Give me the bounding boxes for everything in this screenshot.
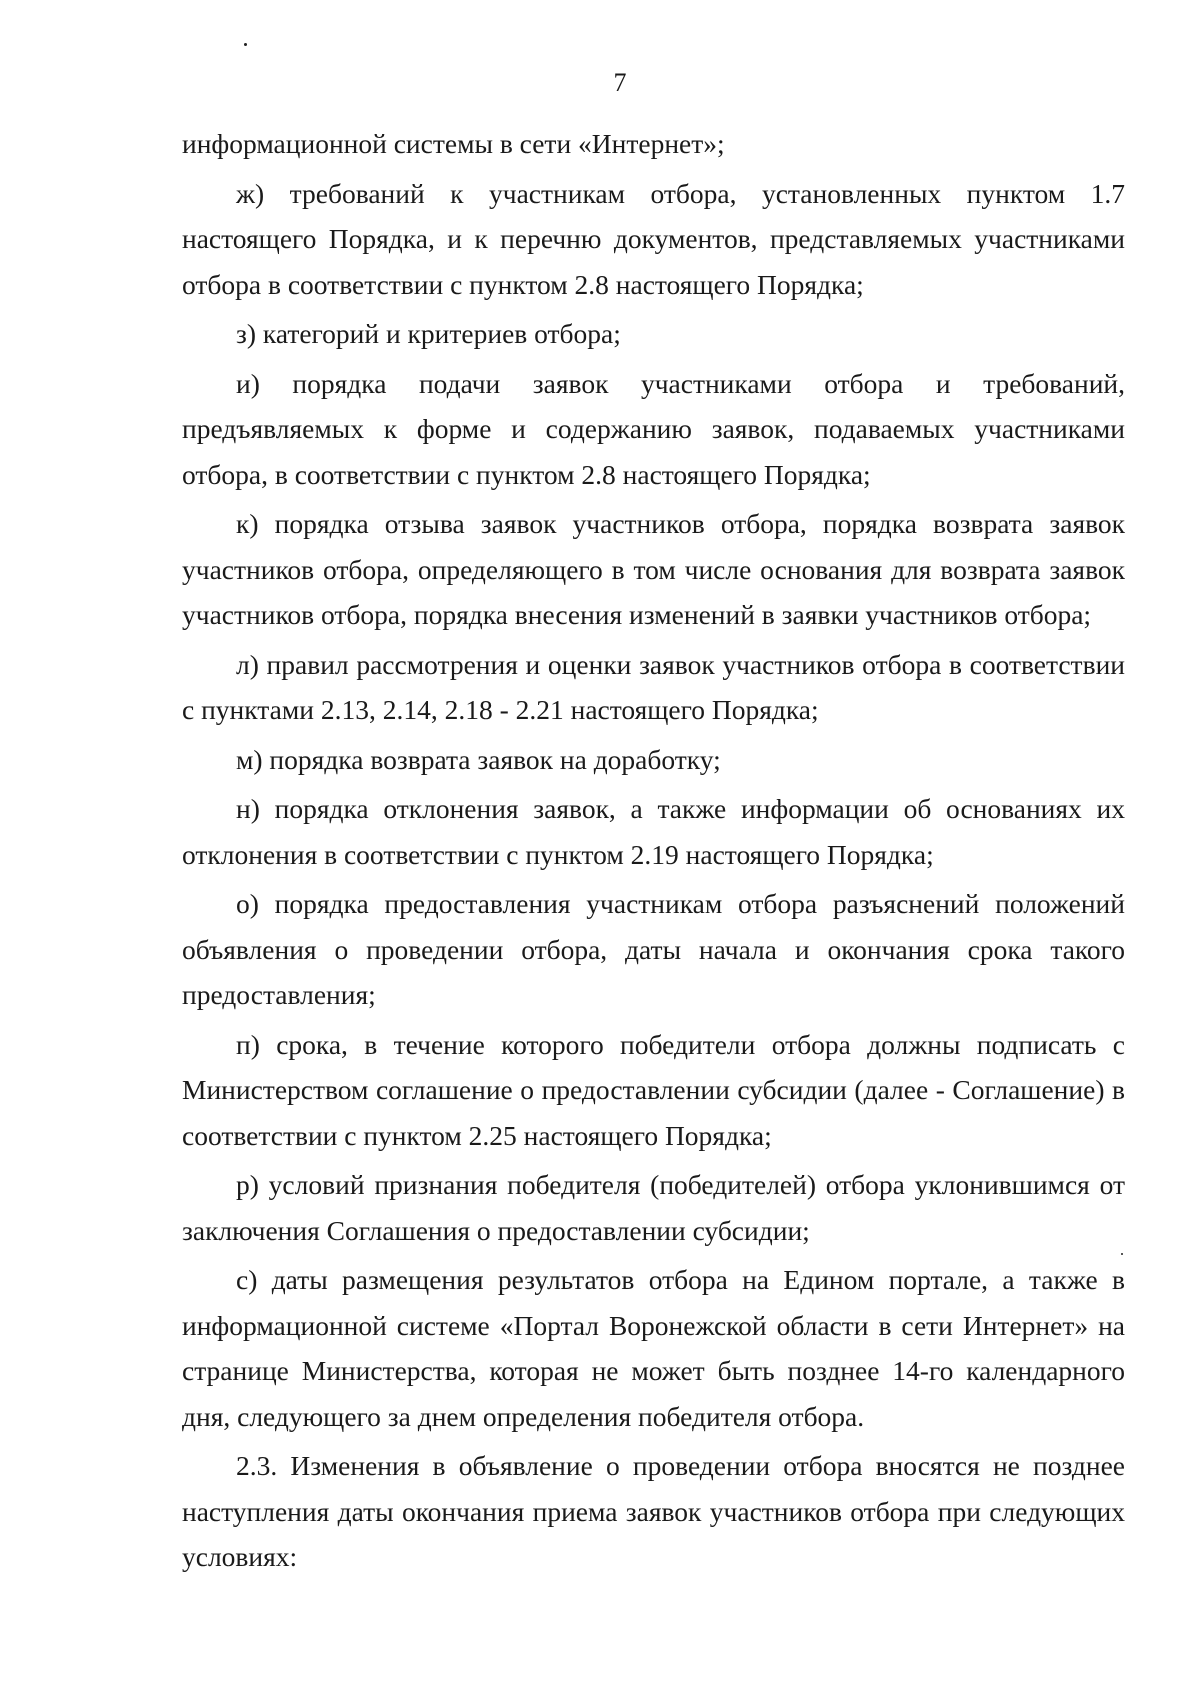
- paragraph-item-k: к) порядка отзыва заявок участников отбора, порядка возврата заявок участников отбора, определяющего в том числе основания для возврата заявок участников отбора, порядка внесения изменений в заявки участников отбора;: [182, 508, 1125, 630]
- page-number: 7: [613, 68, 627, 97]
- paragraph-section-2-3: 2.3. Изменения в объявление о проведении отбора вносятся не позднее наступления даты окончания приема заявок участников отбора при следующих условиях:: [182, 1450, 1125, 1572]
- paragraph-item-o: о) порядка предоставления участникам отбора разъяснений положений объявления о проведении отбора, даты начала и окончания срока такого предоставления;: [182, 888, 1125, 1010]
- paragraph-item-l: л) правил рассмотрения и оценки заявок участников отбора в соответствии с пунктами 2.13, 2.14, 2.18 - 2.21 настоящего Порядка;: [182, 648, 1125, 725]
- paragraph-item-m: м) порядка возврата заявок на доработку;: [236, 743, 721, 775]
- paragraph-item-n: н) порядка отклонения заявок, а также информации об основаниях их отклонения в соответствии с пунктом 2.19 настоящего Порядка;: [182, 793, 1125, 870]
- paragraph-item-p: п) срока, в течение которого победители отбора должны подписать с Министерством соглашение о предоставлении субсидии (далее - Соглашение) в соответствии с пунктом 2.25 настоящего Порядка;: [182, 1028, 1125, 1151]
- paragraph-item-r: р) условий признания победителя (победителей) отбора уклонившимся от заключения Соглашения о предоставлении субсидии;: [182, 1169, 1125, 1246]
- paragraph-item-i: и) порядка подачи заявок участниками отбора и требований, предъявляемых к форме и содержанию заявок, подаваемых участниками отбора, в соответствии с пунктом 2.8 настоящего Порядка;: [182, 367, 1125, 490]
- paragraph-item-s: с) даты размещения результатов отбора на Едином портале, а также в информационной системе «Портал Воронежской области в сети Интернет» на странице Министерства, которая не может быть позднее 14-го календарного дня, следующего за днем определения победителя отбора.: [182, 1264, 1125, 1432]
- scan-artifact-dot: [244, 43, 247, 46]
- paragraph-item-zh: ж) требований к участникам отбора, установленных пунктом 1.7 настоящего Порядка, и к перечню документов, представляемых участниками отбора в соответствии с пунктом 2.8 настоящего Порядка;: [182, 177, 1125, 300]
- paragraph-continuation: информационной системы в сети «Интернет»;: [182, 128, 725, 159]
- paragraph-item-z: з) категорий и критериев отбора;: [236, 318, 621, 349]
- document-body: [182, 121, 1125, 1584]
